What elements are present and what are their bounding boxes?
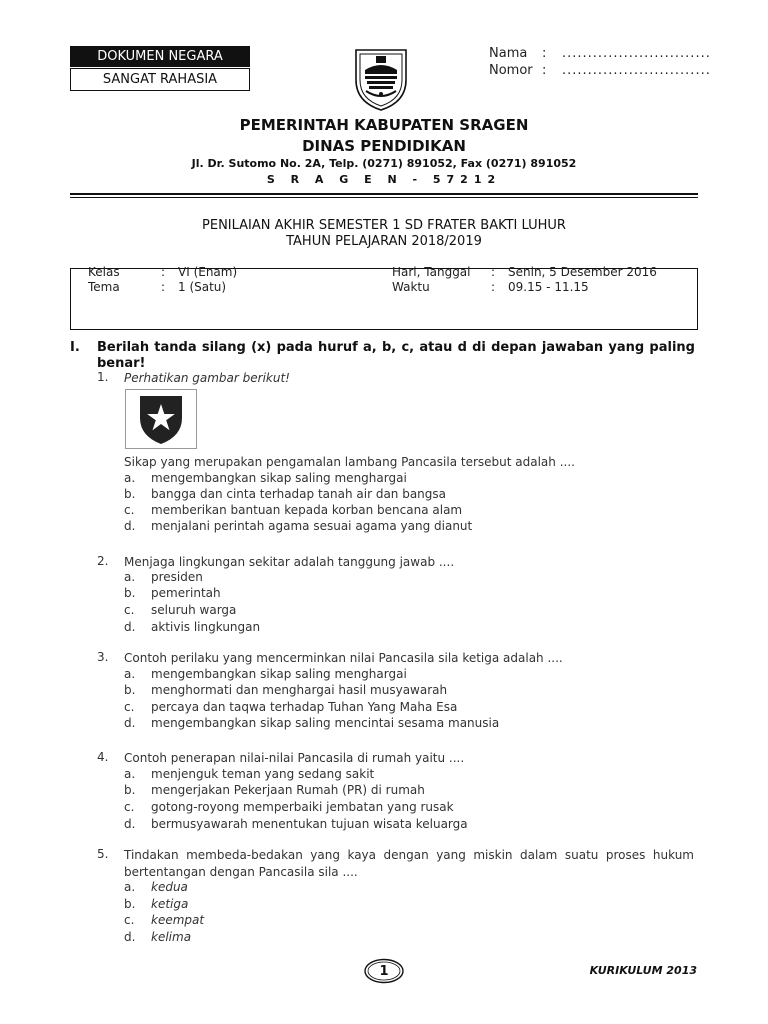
option-letter: b. xyxy=(124,783,136,797)
option-4d[interactable] xyxy=(124,817,684,833)
date-colon: : xyxy=(491,265,496,279)
kelas-label: Kelas xyxy=(88,265,120,279)
kelas-value: VI (Enam) xyxy=(178,265,238,279)
option-text: gotong-royong memperbaiki jembatan yang rusak xyxy=(151,800,454,814)
question-text: Tindakan membeda-bedakan yang kaya dengan yang miskin dalam suatu proses hukum bertentangan dengan Pancasila sila .... xyxy=(124,848,694,879)
page-number: 1 xyxy=(379,964,389,979)
tema-value: 1 (Satu) xyxy=(178,280,227,294)
option-letter: c. xyxy=(124,503,135,517)
tema-label: Tema xyxy=(88,280,120,294)
number-colon: : xyxy=(542,63,547,78)
option-letter: b. xyxy=(124,897,136,911)
option-letter: c. xyxy=(124,603,135,617)
option-letter: d. xyxy=(124,519,136,533)
star-shield-icon xyxy=(126,390,196,448)
option-2c[interactable] xyxy=(124,603,684,619)
section-instruction: Berilah tanda silang (x) pada huruf a, b, c, atau d di depan jawaban yang paling benar! xyxy=(97,340,695,371)
letterhead-rule-thick xyxy=(70,193,698,195)
question-text: Contoh perilaku yang mencerminkan nilai Pancasila sila ketiga adalah .... xyxy=(124,651,563,665)
option-letter: a. xyxy=(124,667,136,681)
option-letter: b. xyxy=(124,586,136,600)
kelas-colon: : xyxy=(161,265,166,279)
question-text: Menjaga lingkungan sekitar adalah tanggung jawab .... xyxy=(124,555,455,569)
option-letter: b. xyxy=(124,487,136,501)
option-text: bermusyawarah menentukan tujuan wisata keluarga xyxy=(151,817,468,831)
option-2d[interactable] xyxy=(124,620,684,636)
option-text: kelima xyxy=(151,930,192,944)
question-number: 4. xyxy=(97,750,109,764)
option-4a[interactable] xyxy=(124,767,684,783)
classification-top: DOKUMEN NEGARA xyxy=(70,46,250,67)
sragen-regency-emblem-icon xyxy=(350,44,412,112)
option-letter: a. xyxy=(124,570,136,584)
option-1d[interactable] xyxy=(124,519,684,535)
name-line xyxy=(489,46,709,62)
option-text: presiden xyxy=(151,570,203,584)
question-number: 5. xyxy=(97,847,109,861)
option-5b[interactable] xyxy=(124,897,684,913)
option-4c[interactable] xyxy=(124,800,684,816)
curriculum-label: KURIKULUM 2013 xyxy=(589,964,697,977)
number-label: Nomor xyxy=(489,63,533,78)
question-intro: Perhatikan gambar berikut! xyxy=(124,371,290,385)
option-text: pemerintah xyxy=(151,586,221,600)
option-4b[interactable] xyxy=(124,783,684,799)
name-field[interactable]: ............................. xyxy=(562,46,711,61)
option-text: mengembangkan sikap saling menghargai xyxy=(151,667,407,681)
option-3d[interactable] xyxy=(124,716,684,732)
date-label: Hari, Tanggal xyxy=(392,265,471,279)
option-letter: a. xyxy=(124,880,136,894)
question-number: 3. xyxy=(97,650,109,664)
option-text: ketiga xyxy=(151,897,189,911)
option-2a[interactable] xyxy=(124,570,684,586)
name-colon: : xyxy=(542,46,547,61)
letterhead-rule-thin xyxy=(70,197,698,198)
question-number: 2. xyxy=(97,554,109,568)
option-3b[interactable] xyxy=(124,683,684,699)
option-text: mengembangkan sikap saling menghargai xyxy=(151,471,407,485)
option-5c[interactable] xyxy=(124,913,684,929)
option-text: kedua xyxy=(151,880,188,894)
time-colon: : xyxy=(491,280,496,294)
tema-colon: : xyxy=(161,280,166,294)
option-text: bangga dan cinta terhadap tanah air dan bangsa xyxy=(151,487,447,501)
option-text: keempat xyxy=(151,913,205,927)
option-text: mengembangkan sikap saling mencintai sesama manusia xyxy=(151,716,500,730)
time-value: 09.15 - 11.15 xyxy=(508,280,589,294)
classification-bottom: SANGAT RAHASIA xyxy=(70,68,250,91)
option-text: seluruh warga xyxy=(151,603,237,617)
question-1-header xyxy=(97,370,697,390)
number-line xyxy=(489,63,709,79)
question-5 xyxy=(97,847,697,883)
letterhead-address: Jl. Dr. Sutomo No. 2A, Telp. (0271) 891052, Fax (0271) 891052 xyxy=(191,157,577,170)
option-letter: d. xyxy=(124,930,136,944)
exam-year: TAHUN PELAJARAN 2018/2019 xyxy=(286,234,482,249)
option-2b[interactable] xyxy=(124,586,684,602)
option-text: percaya dan taqwa terhadap Tuhan Yang Maha Esa xyxy=(151,700,458,714)
section-number: I. xyxy=(70,340,80,355)
option-letter: d. xyxy=(124,817,136,831)
question-text: Sikap yang merupakan pengamalan lambang Pancasila tersebut adalah .... xyxy=(124,455,575,469)
option-text: aktivis lingkungan xyxy=(151,620,261,634)
option-text: menjalani perintah agama sesuai agama yang dianut xyxy=(151,519,473,533)
option-letter: d. xyxy=(124,620,136,634)
date-value: Senin, 5 Desember 2016 xyxy=(508,265,657,279)
option-letter: b. xyxy=(124,683,136,697)
letterhead-department: DINAS PENDIDIKAN xyxy=(302,137,466,155)
option-text: mengerjakan Pekerjaan Rumah (PR) di rumah xyxy=(151,783,425,797)
option-letter: c. xyxy=(124,700,135,714)
option-text: menjenguk teman yang sedang sakit xyxy=(151,767,375,781)
option-letter: d. xyxy=(124,716,136,730)
option-3c[interactable] xyxy=(124,700,684,716)
option-1b[interactable] xyxy=(124,487,684,503)
option-text: menghormati dan menghargai hasil musyawarah xyxy=(151,683,448,697)
option-text: memberikan bantuan kepada korban bencana alam xyxy=(151,503,463,517)
letterhead-government: PEMERINTAH KABUPATEN SRAGEN xyxy=(239,116,529,134)
question-number: 1. xyxy=(97,370,109,384)
option-5d[interactable] xyxy=(124,930,684,946)
number-field[interactable]: ............................. xyxy=(562,63,711,78)
time-label: Waktu xyxy=(392,280,430,294)
option-letter: c. xyxy=(124,913,135,927)
name-label: Nama xyxy=(489,46,528,61)
option-5a[interactable] xyxy=(124,880,684,896)
exam-title: PENILAIAN AKHIR SEMESTER 1 SD FRATER BAKTI LUHUR xyxy=(202,218,566,233)
option-1c[interactable] xyxy=(124,503,684,519)
option-letter: c. xyxy=(124,800,135,814)
letterhead-city: S R A G E N - 57212 xyxy=(266,173,502,186)
option-letter: a. xyxy=(124,471,136,485)
option-3a[interactable] xyxy=(124,667,684,683)
option-1a[interactable] xyxy=(124,471,684,487)
question-image xyxy=(125,389,197,449)
question-text: Contoh penerapan nilai-nilai Pancasila di rumah yaitu .... xyxy=(124,751,465,765)
option-letter: a. xyxy=(124,767,136,781)
